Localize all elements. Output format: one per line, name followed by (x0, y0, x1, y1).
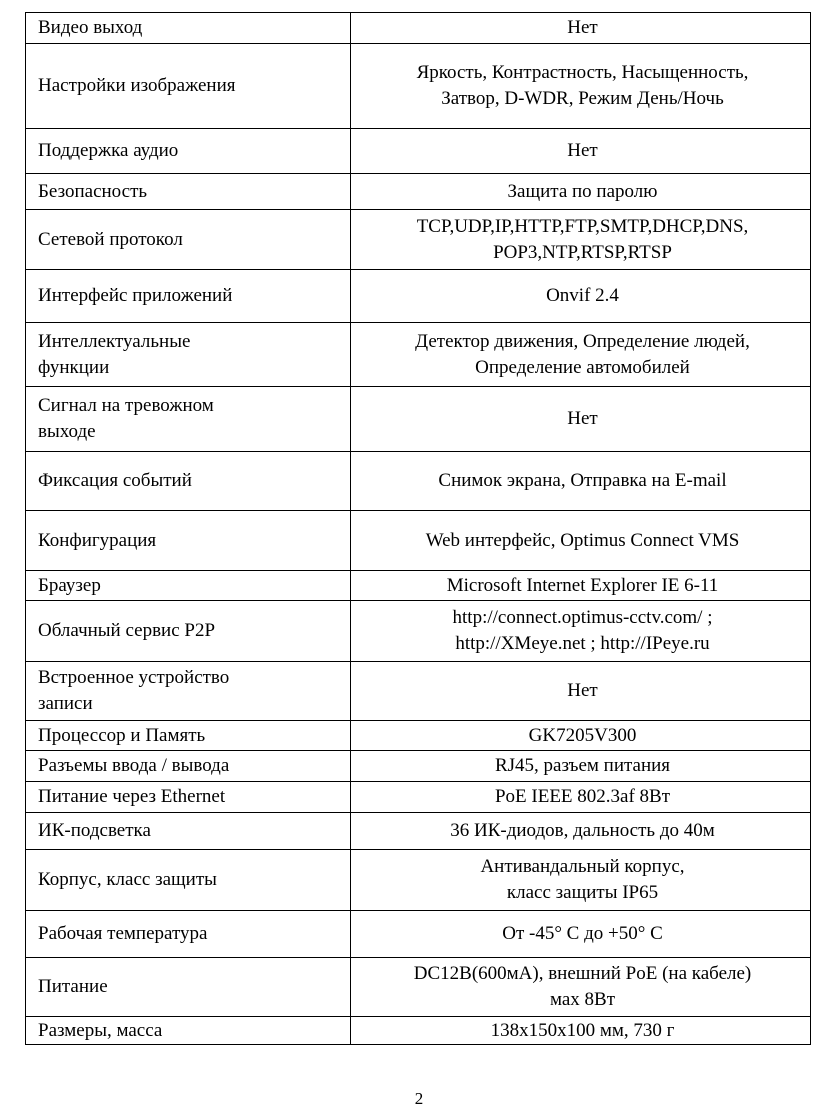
spec-key: Конфигурация (26, 511, 351, 571)
spec-key: Встроенное устройство записи (26, 662, 351, 721)
table-row (26, 511, 811, 571)
spec-value: От -45° С до +50° С (351, 911, 811, 958)
spec-key: Процессор и Память (26, 721, 351, 751)
table-row (26, 387, 811, 452)
table-row (26, 911, 811, 958)
spec-value: Onvif 2.4 (351, 270, 811, 323)
spec-value: 36 ИК-диодов, дальность до 40м (351, 813, 811, 850)
spec-value: Microsoft Internet Explorer IE 6-11 (351, 571, 811, 601)
table-row (26, 751, 811, 782)
table-row (26, 721, 811, 751)
table-row (26, 571, 811, 601)
spec-key: Размеры, масса (26, 1017, 351, 1045)
spec-value: http://connect.optimus-cctv.com/ ; http://XMeye.net ; http://IPeye.ru (351, 601, 811, 662)
spec-value: Детектор движения, Определение людей, Определение автомобилей (351, 323, 811, 387)
spec-value: Антивандальный корпус, класс защиты IP65 (351, 850, 811, 911)
spec-value: 138х150х100 мм, 730 г (351, 1017, 811, 1045)
spec-value: Нет (351, 13, 811, 44)
table-row (26, 270, 811, 323)
table-row (26, 601, 811, 662)
table-row (26, 958, 811, 1017)
spec-value: Нет (351, 662, 811, 721)
table-row (26, 44, 811, 129)
table-row (26, 13, 811, 44)
spec-key: Поддержка аудио (26, 129, 351, 174)
spec-key: Интерфейс приложений (26, 270, 351, 323)
table-row (26, 174, 811, 210)
table-row (26, 210, 811, 270)
spec-value: Нет (351, 387, 811, 452)
table-row (26, 662, 811, 721)
table-row (26, 850, 811, 911)
spec-key: Разъемы ввода / вывода (26, 751, 351, 782)
spec-value: Снимок экрана, Отправка на E-mail (351, 452, 811, 511)
spec-value: TCP,UDP,IP,HTTP,FTP,SMTP,DHCP,DNS, POP3,NTP,RTSP,RTSP (351, 210, 811, 270)
spec-key: Фиксация событий (26, 452, 351, 511)
spec-key: Сигнал на тревожном выходе (26, 387, 351, 452)
spec-value: RJ45, разъем питания (351, 751, 811, 782)
spec-value: DC12В(600мА), внешний PoE (на кабеле) мах 8Вт (351, 958, 811, 1017)
spec-key: Видео выход (26, 13, 351, 44)
spec-value: Нет (351, 129, 811, 174)
spec-value: Защита по паролю (351, 174, 811, 210)
table-row (26, 813, 811, 850)
spec-key: Сетевой протокол (26, 210, 351, 270)
table-row (26, 452, 811, 511)
spec-key: Корпус, класс защиты (26, 850, 351, 911)
spec-value: GK7205V300 (351, 721, 811, 751)
spec-key: Питание через Ethernet (26, 782, 351, 813)
spec-key: Питание (26, 958, 351, 1017)
spec-key: ИК-подсветка (26, 813, 351, 850)
table-row (26, 129, 811, 174)
spec-key: Безопасность (26, 174, 351, 210)
spec-key: Интеллектуальные функции (26, 323, 351, 387)
table-row (26, 323, 811, 387)
spec-key: Браузер (26, 571, 351, 601)
spec-table (25, 12, 811, 1045)
spec-key: Настройки изображения (26, 44, 351, 129)
spec-key: Рабочая температура (26, 911, 351, 958)
spec-value: Web интерфейс, Optimus Connect VMS (351, 511, 811, 571)
table-row (26, 782, 811, 813)
spec-key: Облачный сервис P2P (26, 601, 351, 662)
table-row (26, 1017, 811, 1045)
spec-value: Яркость, Контрастность, Насыщенность, Затвор, D-WDR, Режим День/Ночь (351, 44, 811, 129)
page-number: 2 (414, 1089, 424, 1108)
spec-value: PoE IEEE 802.3af 8Вт (351, 782, 811, 813)
